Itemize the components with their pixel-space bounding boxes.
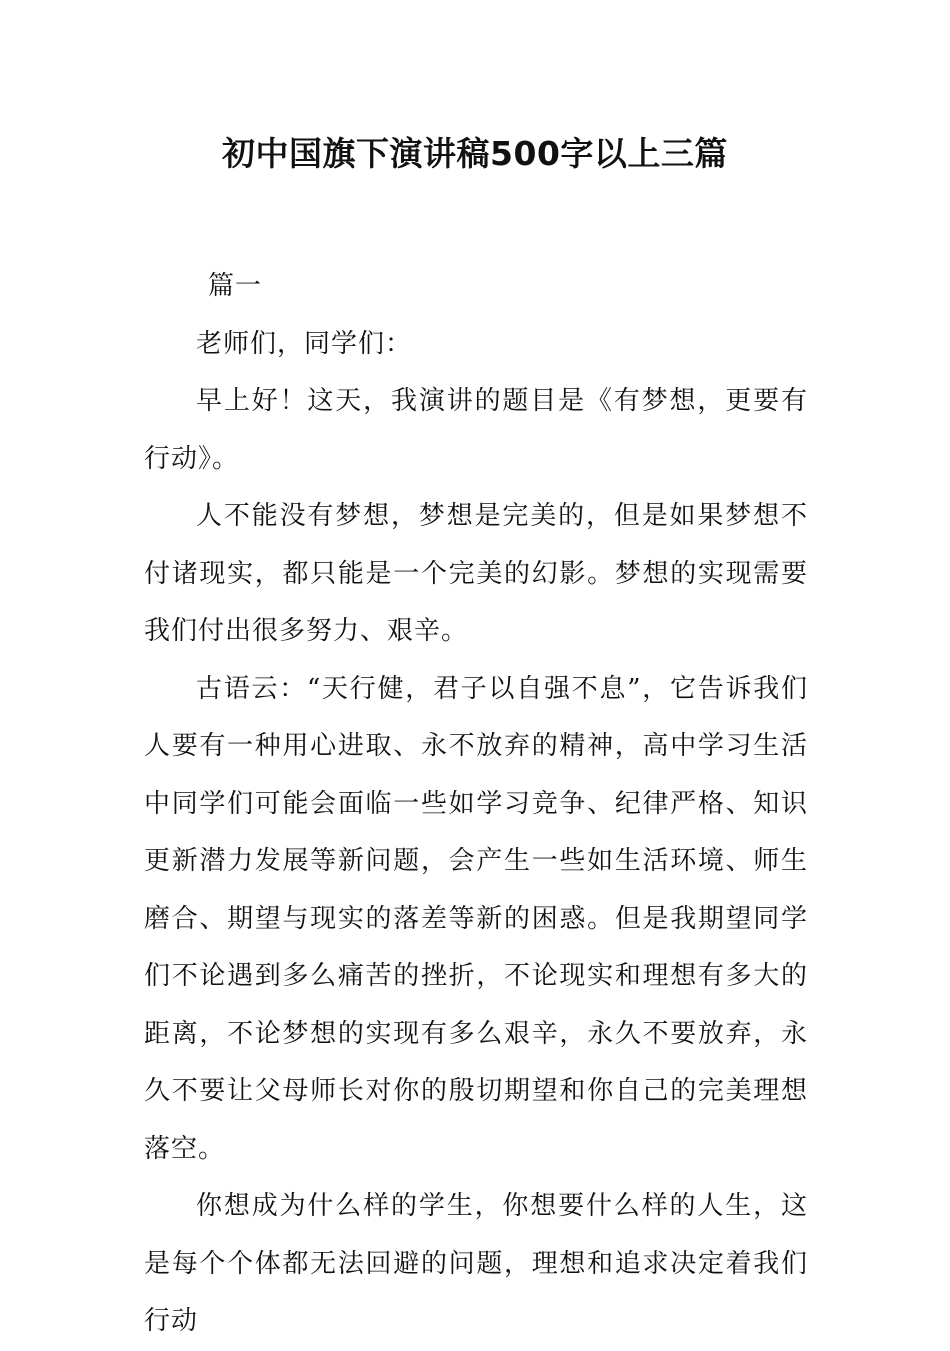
document-title: 初中国旗下演讲稿500字以上三篇 [222, 134, 728, 173]
section-heading: 篇一 [208, 271, 263, 301]
paragraph-greeting: 早上好！这天，我演讲的题目是《有梦想，更要有行动》。 [144, 386, 808, 474]
document-body [144, 258, 808, 1351]
paragraph-salutation: 老师们，同学们： [196, 328, 413, 359]
paragraph-choice: 你想成为什么样的学生，你想要什么样的人生，这是每个个体都无法回避的问题，理想和追求决定着我们行动 [144, 1191, 808, 1336]
paragraph-proverb: 古语云：“天行健，君子以自强不息”，它告诉我们人要有一种用心进取、永不放弃的精神，高中学习生活中同学们可能会面临一些如学习竞争、纪律严格、知识更新潜力发展等新问题，会产生一些如生活环境、师生磨合、期望与现实的落差等新的困惑。但是我期望同学们不论遇到多么痛苦的挫折，不论现实和理想有多大的距离，不论梦想的实现有多么艰辛，永久不要放弃，永久不要让父母师长对你的殷切期望和你自己的完美理想落空。 [144, 673, 808, 1164]
paragraph-dream: 人不能没有梦想，梦想是完美的，但是如果梦想不付诸现实，都只能是一个完美的幻影。梦想的实现需要我们付出很多努力、艰辛。 [144, 501, 808, 646]
